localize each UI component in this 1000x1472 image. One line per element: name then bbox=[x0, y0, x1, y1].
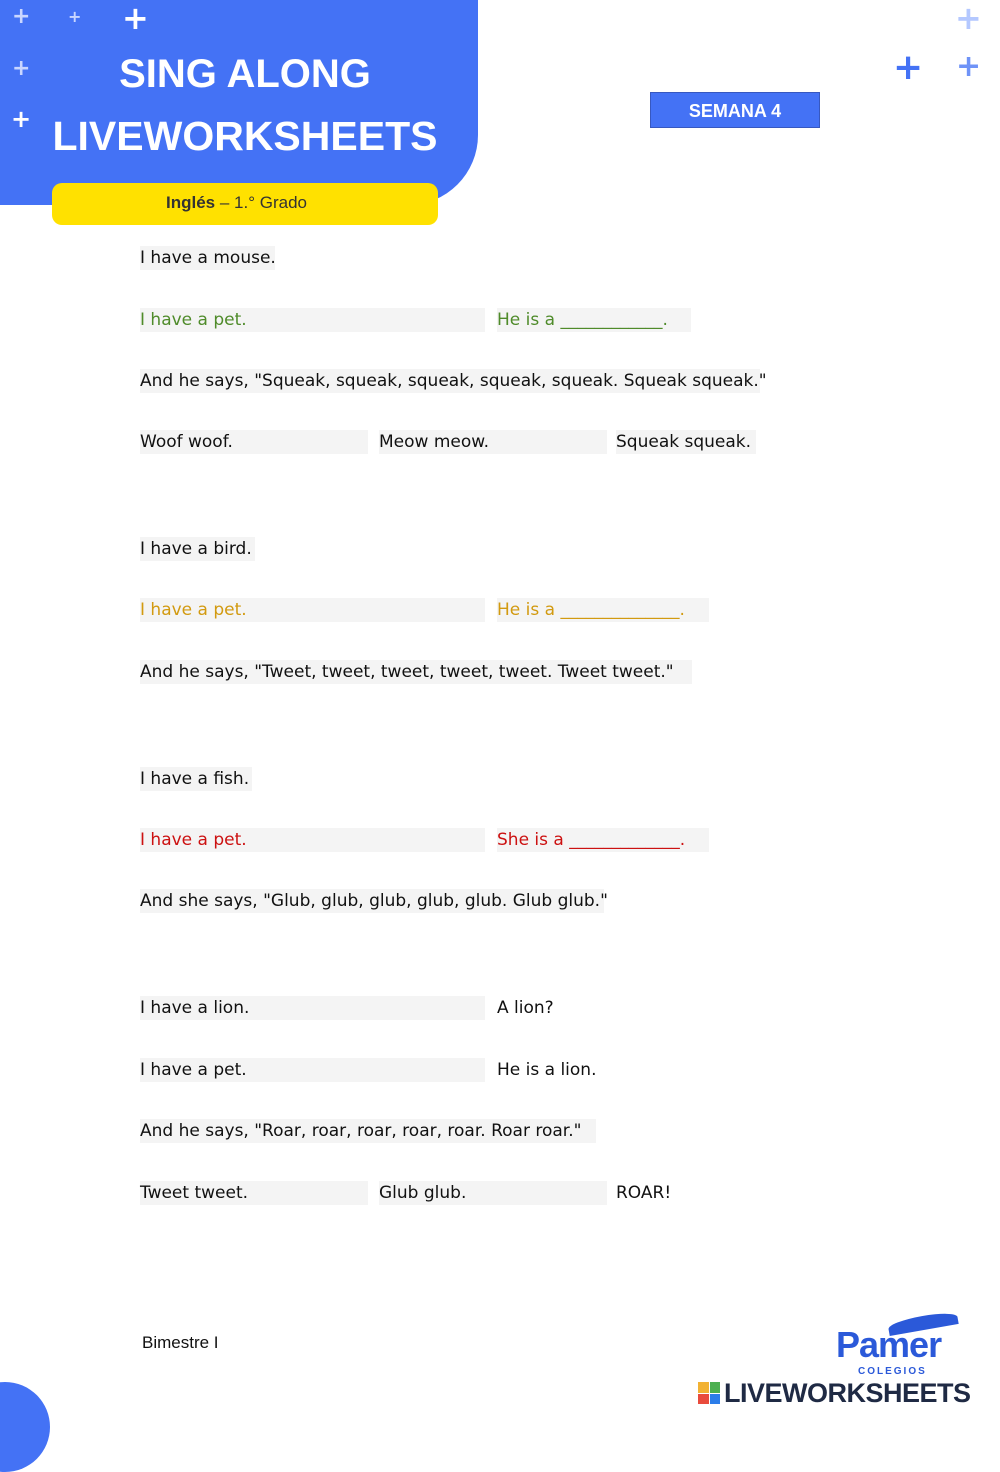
bird-says: And he says, "Tweet, tweet, tweet, tweet, tweet. Tweet tweet." bbox=[140, 660, 692, 684]
fish-pet: I have a pet. bbox=[140, 828, 485, 852]
lion-sound1: Tweet tweet. bbox=[140, 1181, 368, 1205]
pamer-brand-name: Pamer bbox=[836, 1324, 942, 1365]
fish-line1: I have a fish. bbox=[140, 767, 252, 791]
fish-says: And she says, "Glub, glub, glub, glub, glub. Glub glub." bbox=[140, 891, 608, 911]
plus-icon: + bbox=[11, 105, 32, 133]
plus-icon: + bbox=[122, 0, 149, 37]
bird-is-a: He is a ______________. bbox=[497, 598, 709, 622]
liveworksheets-logo-icon[interactable] bbox=[698, 1378, 971, 1408]
bird-pet: I have a pet. bbox=[140, 598, 485, 622]
mouse-says: And he says, "Squeak, squeak, squeak, squeak, squeak. Squeak squeak." bbox=[140, 371, 767, 391]
plus-icon: + bbox=[956, 49, 982, 84]
page-title-line2: LIVEWORKSHEETS bbox=[52, 113, 438, 159]
lion-says: And he says, "Roar, roar, roar, roar, roar. Roar roar." bbox=[140, 1119, 596, 1143]
liveworksheets-logo-text: LIVEWORKSHEETS bbox=[724, 1377, 971, 1408]
plus-icon: + bbox=[893, 47, 924, 88]
bird-line1: I have a bird. bbox=[140, 537, 255, 561]
plus-icon: + bbox=[68, 7, 82, 26]
mouse-sound3: Squeak squeak. bbox=[616, 430, 756, 454]
fish-is-a: She is a _____________. bbox=[497, 828, 709, 852]
header-background bbox=[0, 0, 478, 205]
plus-icon: + bbox=[12, 56, 31, 81]
lion-question: A lion? bbox=[497, 998, 554, 1018]
lion-is-a: He is a lion. bbox=[497, 1060, 597, 1080]
subject-name: Inglés bbox=[166, 193, 216, 212]
pamer-brand-sub: COLEGIOS bbox=[858, 1366, 927, 1377]
footer-period: Bimestre I bbox=[142, 1333, 219, 1352]
subject-bar bbox=[52, 183, 438, 225]
mouse-pet: I have a pet. bbox=[140, 308, 485, 332]
corner-decoration bbox=[0, 1382, 50, 1472]
page-title-line1: SING ALONG bbox=[119, 52, 371, 96]
mouse-sound1: Woof woof. bbox=[140, 430, 368, 454]
lion-pet: I have a pet. bbox=[140, 1058, 485, 1082]
lion-line1: I have a lion. bbox=[140, 996, 485, 1020]
lion-sound2: Glub glub. bbox=[379, 1181, 607, 1205]
liveworksheets-mark bbox=[698, 1382, 720, 1404]
plus-icon: + bbox=[12, 4, 31, 29]
plus-icon: + bbox=[955, 0, 982, 37]
mouse-line1: I have a mouse. bbox=[140, 248, 276, 268]
mouse-sound2: Meow meow. bbox=[379, 430, 607, 454]
lion-sound3: ROAR! bbox=[616, 1183, 672, 1203]
mouse-is-a: He is a ____________. bbox=[497, 308, 691, 332]
week-badge: SEMANA 4 bbox=[650, 92, 820, 128]
subject-grade: – 1.° Grado bbox=[215, 193, 307, 212]
